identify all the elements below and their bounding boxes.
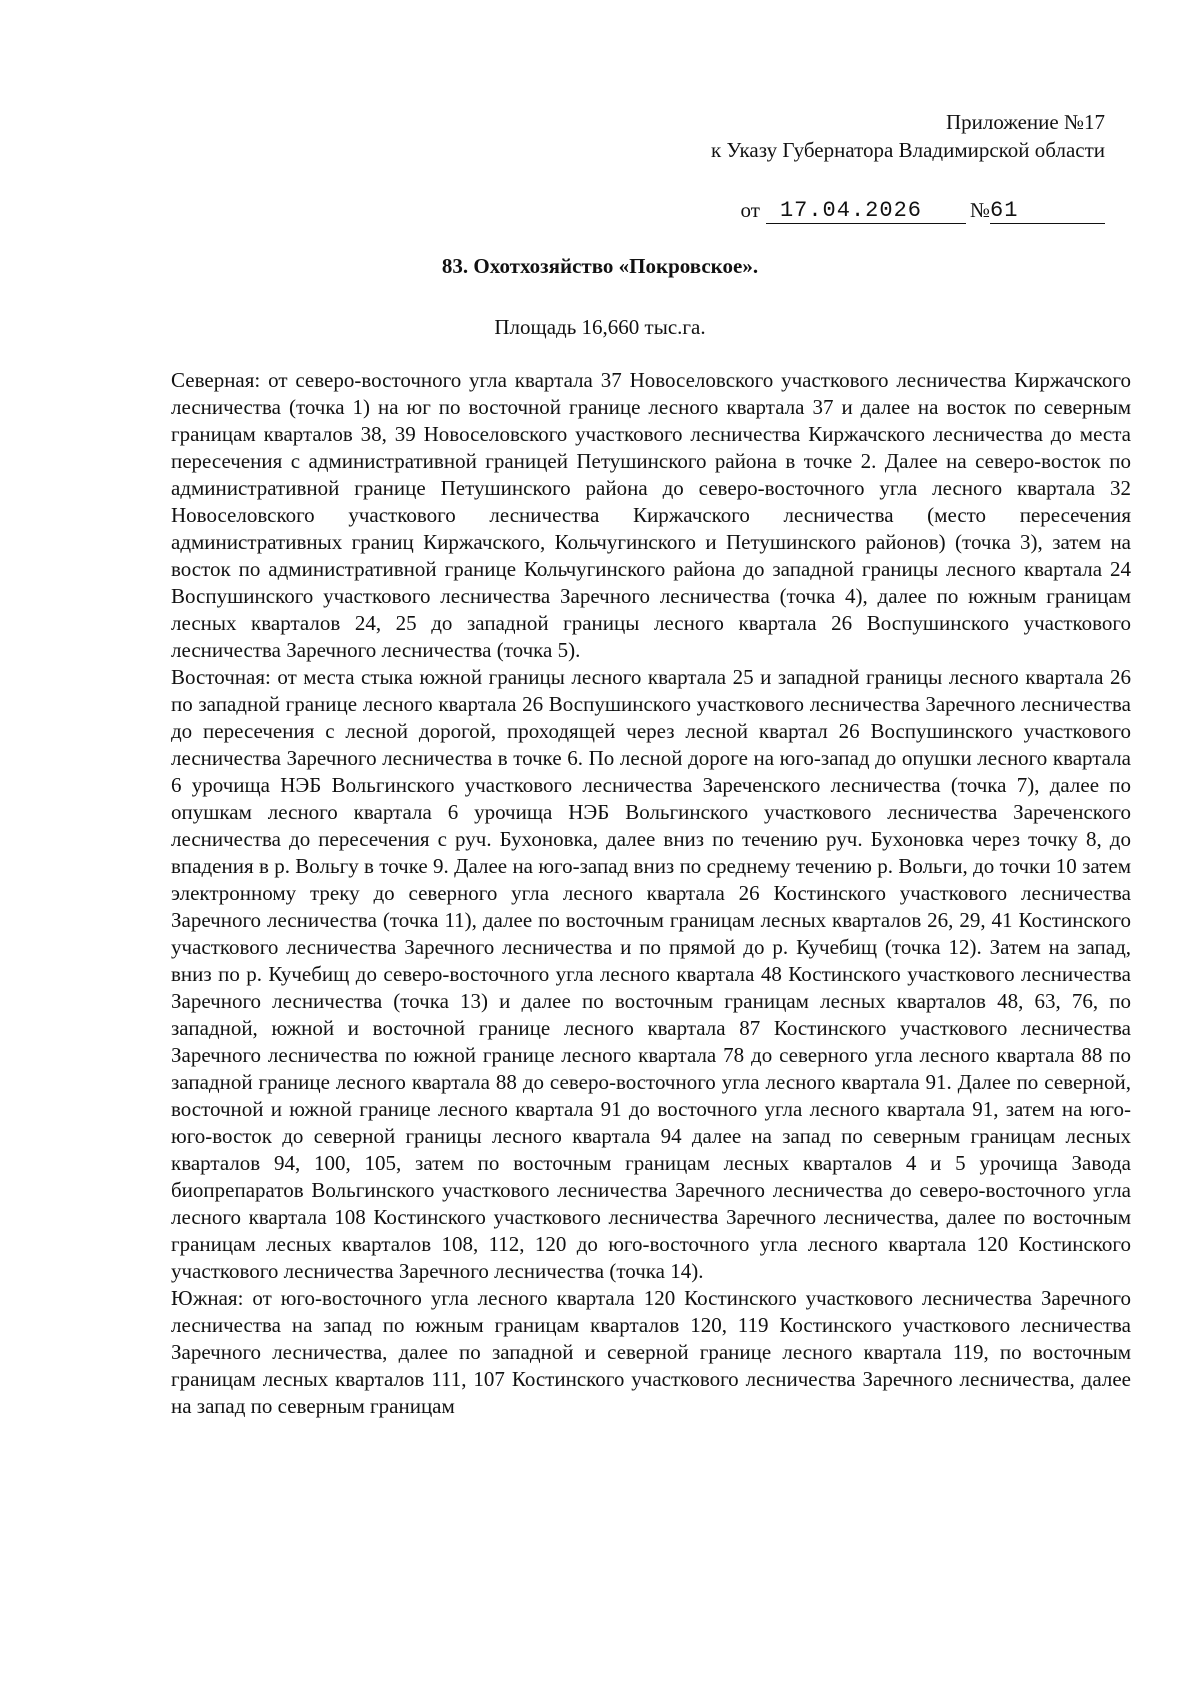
decree-date: 17.04.2026	[766, 199, 966, 224]
decree-number: 61	[990, 199, 1105, 224]
appendix-number: Приложение №17	[946, 110, 1105, 134]
section-title: 83. Охотхозяйство «Покровское».	[441, 254, 759, 278]
south-boundary-paragraph: Южная: от юго-восточного угла лесного квартала 120 Костинского участкового лесничества Заречного лесничества на запад по южным границам кварталов 120, 119 Костинского участкового лесничества Заречного лесничества, далее по западной и северной границе лесного квартала 119, по восточным границам лесных кварталов 111, 107 Костинского участкового лесничества Заречного лесничества, далее на запад по северным границам	[171, 1286, 1131, 1418]
date-prefix: от	[740, 198, 760, 222]
east-boundary-paragraph: Восточная: от места стыка южной границы лесного квартала 25 и западной границы лесного квартала 26 по западной границе лесного квартала 26 Воспушинского участкового лесничества Заречного лесничества до пересечения с лесной дорогой, проходящей через лесной квартал 26 Воспушинского участкового лесничества Заречного лесничества в точке 6. По лесной дороге на юго-запад до опушки лесного квартала 6 урочища НЭБ Вольгинского участкового лесничества Зареченского лесничества (точка 7), далее по опушкам лесного квартала 6 урочища НЭБ Вольгинского участкового лесничества Зареченского лесничества до пересечения с руч. Бухоновка, далее вниз по течению руч. Бухоновка через точку 8, до впадения в р. Вольгу в точке 9. Далее на юго-запад вниз по среднему течению р. Вольги, до точки 10 затем электронному треку до северного угла лесного квартала 26 Костинского участкового лесничества Заречного лесничества (точка 11), далее по восточным границам лесных кварталов 26, 29, 41 Костинского участкового лесничества Заречного лесничества и по прямой до р. Кучебищ (точка 12). Затем на запад, вниз по р. Кучебищ до северо-восточного угла лесного квартала 48 Костинского участкового лесничества Заречного лесничества (точка 13) и далее по восточным границам лесных кварталов 48, 63, 76, по западной, южной и восточной границе лесного квартала 87 Костинского участкового лесничества Заречного лесничества по южной границе лесного квартала 78 до северного угла лесного квартала 88 по западной границе лесного квартала 88 до северо-восточного угла лесного квартала 91. Далее по северной, восточной и южной границе лесного квартала 91 до восточного угла лесного квартала 91, затем на юго-юго-восток до северной границы лесного квартала 94 далее на запад по северным границам лесных кварталов 94, 100, 105, затем по восточным границам лесных кварталов 4 и 5 урочища Завода биопрепаратов Вольгинского участкового лесничества Заречного лесничества до северо-восточного угла лесного квартала 108 Костинского участкового лесничества Заречного лесничества, далее по восточным границам лесных кварталов 108, 112, 120 до юго-восточного угла лесного квартала 120 Костинского участкового лесничества Заречного лесничества (точка 14).	[171, 665, 1131, 1283]
north-boundary-paragraph: Северная: от северо-восточного угла квартала 37 Новоселовского участкового лесничества Киржачского лесничества (точка 1) на юг по восточной границе лесного квартала 37 и далее на восток по северным границам кварталов 38, 39 Новоселовского участкового лесничества Киржачского лесничества до места пересечения с административной границей Петушинского района в точке 2. Далее на северо-восток по административной границе Петушинского района до северо-восточного угла лесного квартала 32 Новоселовского участкового лесничества Киржачского лесничества (место пересечения административных границ Киржачского, Кольчугинского и Петушинского районов) (точка 3), затем на восток по административной границе Кольчугинского района до западной границы лесного квартала 24 Воспушинского участкового лесничества Заречного лесничества (точка 4), далее по южным границам лесных кварталов 24, 25 до западной границы лесного квартала 26 Воспушинского участкового лесничества Заречного лесничества (точка 5).	[171, 368, 1131, 662]
boundary-description	[171, 367, 1131, 1420]
appendix-header	[711, 108, 1105, 164]
number-mark: №	[969, 198, 990, 222]
decree-reference: к Указу Губернатора Владимирской области	[711, 138, 1105, 162]
date-number-line	[741, 196, 1105, 224]
area-statement: Площадь 16,660 тыс.га.	[494, 315, 706, 339]
